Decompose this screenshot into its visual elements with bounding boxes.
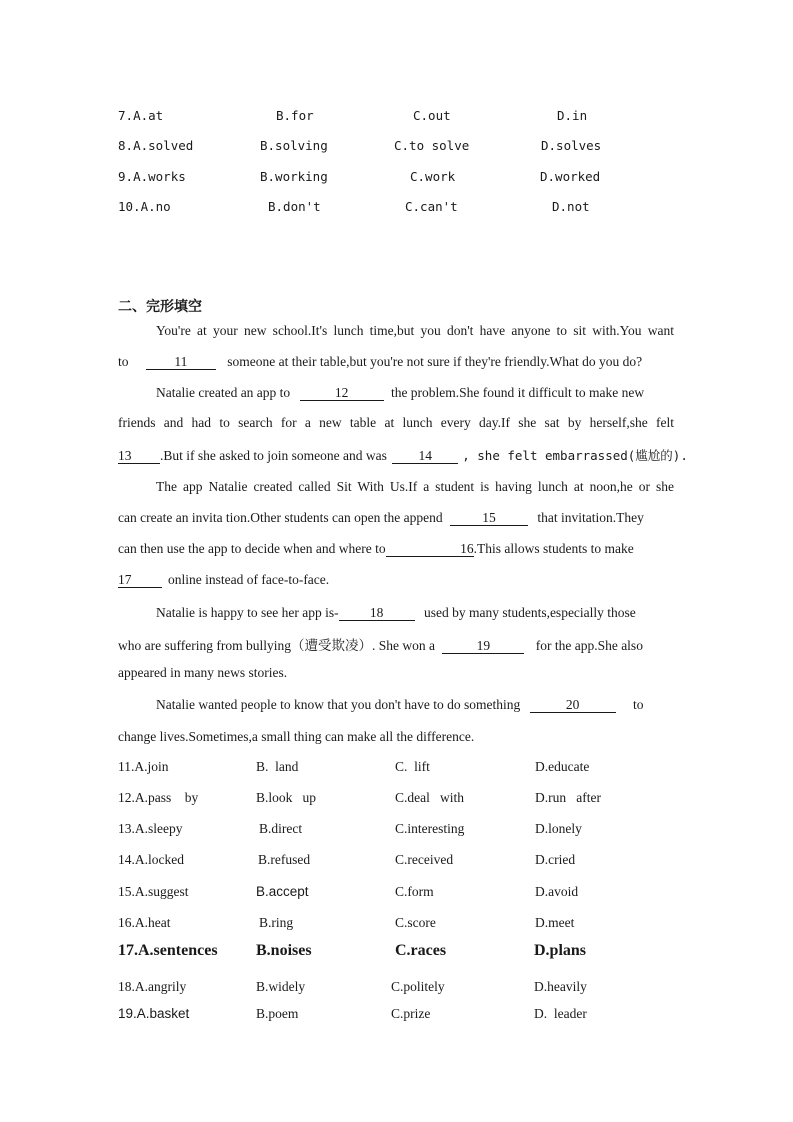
question-number: 9. bbox=[118, 169, 134, 184]
option-a: 15.A.suggest bbox=[118, 884, 189, 899]
blank-12: 12 bbox=[300, 385, 384, 401]
blank-16: 16 bbox=[386, 541, 474, 557]
option-c: C.interesting bbox=[395, 821, 465, 836]
option-b: B. land bbox=[256, 759, 299, 774]
option-row-11 bbox=[118, 759, 678, 781]
blank-17: 17 bbox=[118, 572, 162, 588]
option-row-19 bbox=[118, 1006, 678, 1028]
option-d: D.avoid bbox=[535, 884, 579, 899]
option-d: D.solves bbox=[541, 138, 602, 153]
option-row-17 bbox=[118, 942, 678, 966]
option-row-13 bbox=[118, 821, 678, 843]
blank-18: 18 bbox=[339, 605, 415, 621]
option-d: D.in bbox=[557, 108, 588, 123]
option-c: C.out bbox=[413, 108, 451, 123]
option-d: D.run after bbox=[535, 790, 601, 805]
option-a: 12.A.pass by bbox=[118, 790, 199, 805]
option-d: D.worked bbox=[540, 169, 601, 184]
option-b: B.accept bbox=[256, 884, 309, 899]
option-b: B.widely bbox=[256, 979, 306, 994]
passage-line bbox=[118, 572, 674, 588]
passage-line: The app Natalie created called Sit With Us.If a student is having lunch at noon,he or she bbox=[156, 479, 674, 494]
option-c: C.form bbox=[395, 884, 434, 899]
option-c: C.received bbox=[395, 852, 454, 867]
option-c: C.politely bbox=[391, 979, 445, 994]
passage-text: the problem.She found it difficult to make new bbox=[390, 385, 645, 400]
passage-text: to bbox=[632, 697, 644, 712]
passage-line bbox=[118, 541, 674, 557]
blank-19: 19 bbox=[442, 638, 524, 654]
option-row-12 bbox=[118, 790, 678, 812]
passage-text: Natalie wanted people to know that you don't have to do something bbox=[156, 697, 521, 712]
option-c: C.score bbox=[395, 915, 436, 930]
question-number: 8. bbox=[118, 138, 134, 153]
option-row-14 bbox=[118, 852, 678, 874]
option-a: A.solved bbox=[133, 138, 194, 153]
blank-13: 13 bbox=[118, 448, 160, 464]
option-c: C.prize bbox=[391, 1006, 431, 1021]
passage-text: who are suffering from bullying（遭受欺凌）. She won a bbox=[118, 638, 435, 653]
option-d: D. leader bbox=[534, 1006, 587, 1021]
option-a: 11.A.join bbox=[118, 759, 169, 774]
option-b: B.solving bbox=[260, 138, 328, 153]
option-b: B.poem bbox=[256, 1006, 299, 1021]
option-row-15 bbox=[118, 884, 678, 906]
passage-text: , she felt embarrassed(尴尬的). bbox=[462, 448, 688, 463]
option-row-10 bbox=[118, 199, 678, 221]
option-d: D.educate bbox=[535, 759, 590, 774]
blank-20: 20 bbox=[530, 697, 616, 713]
option-a: 19.A.basket bbox=[118, 1006, 190, 1021]
passage-line: You're at your new school.It's lunch time,but you don't have anyone to sit with.You want bbox=[156, 323, 674, 338]
passage-text: online instead of face-to-face. bbox=[168, 572, 330, 587]
passage-line bbox=[118, 510, 674, 526]
option-c: C.to solve bbox=[394, 138, 470, 153]
option-b: B.refused bbox=[258, 852, 311, 867]
blank-15: 15 bbox=[450, 510, 528, 526]
option-row-7 bbox=[118, 108, 678, 130]
passage-line bbox=[118, 605, 674, 621]
option-d: D.heavily bbox=[534, 979, 587, 994]
option-row-18 bbox=[118, 979, 678, 1001]
option-c: C.work bbox=[410, 169, 456, 184]
option-c: C.can't bbox=[405, 199, 458, 214]
passage-text: someone at their table,but you're not sure if they're friendly.What do you do? bbox=[227, 354, 643, 369]
option-b: B.don't bbox=[268, 199, 321, 214]
option-d: D.cried bbox=[535, 852, 576, 867]
passage-line bbox=[118, 634, 674, 654]
passage-line bbox=[118, 446, 688, 464]
passage-text: to bbox=[118, 354, 129, 369]
option-row-8 bbox=[118, 138, 678, 160]
question-number: 7. bbox=[118, 108, 134, 123]
option-a: A.no bbox=[140, 199, 171, 214]
passage-text: Natalie created an app to bbox=[156, 385, 291, 400]
option-row-9 bbox=[118, 169, 678, 191]
passage-line bbox=[118, 385, 674, 401]
option-b: B.noises bbox=[256, 942, 312, 959]
option-b: B.working bbox=[260, 169, 328, 184]
passage-line: appeared in many news stories. bbox=[118, 665, 288, 680]
option-b: B.direct bbox=[259, 821, 303, 836]
blank-11: 11 bbox=[146, 354, 216, 370]
option-a: A.at bbox=[133, 108, 164, 123]
passage-text: can create an invita tion.Other students can open the append bbox=[118, 510, 443, 525]
option-a: 17.A.sentences bbox=[118, 942, 218, 959]
passage-line bbox=[118, 354, 674, 370]
option-a: 16.A.heat bbox=[118, 915, 171, 930]
option-d: D.lonely bbox=[535, 821, 582, 836]
option-b: B.look up bbox=[256, 790, 317, 805]
option-b: B.ring bbox=[259, 915, 294, 930]
passage-text: used by many students,especially those bbox=[423, 605, 636, 620]
section-heading: 二、完形填空 bbox=[118, 298, 202, 314]
option-a: A.works bbox=[133, 169, 186, 184]
passage-line: friends and had to search for a new table at lunch every day.If she sat by herself,she felt bbox=[118, 415, 674, 430]
question-number: 10. bbox=[118, 199, 141, 214]
option-d: D.meet bbox=[535, 915, 575, 930]
option-d: D.not bbox=[552, 199, 590, 214]
option-a: 18.A.angrily bbox=[118, 979, 187, 994]
passage-text: .This allows students to make bbox=[473, 541, 634, 556]
option-c: C. lift bbox=[395, 759, 430, 774]
passage-line bbox=[118, 697, 674, 713]
option-d: D.plans bbox=[534, 942, 587, 959]
passage-text: Natalie is happy to see her app is- bbox=[156, 605, 339, 620]
passage-text: that invitation.They bbox=[537, 510, 644, 525]
option-a: 13.A.sleepy bbox=[118, 821, 183, 836]
option-b: B.for bbox=[276, 108, 314, 123]
passage-text: for the app.She also bbox=[535, 638, 643, 653]
option-c: C.races bbox=[395, 942, 447, 959]
option-a: 14.A.locked bbox=[118, 852, 184, 867]
passage-text: can then use the app to decide when and where to bbox=[118, 541, 386, 556]
passage-line: change lives.Sometimes,a small thing can make all the difference. bbox=[118, 729, 475, 744]
option-c: C.deal with bbox=[395, 790, 464, 805]
option-row-16 bbox=[118, 915, 678, 937]
passage-text: .But if she asked to join someone and was bbox=[160, 448, 387, 463]
blank-14: 14 bbox=[392, 448, 458, 464]
